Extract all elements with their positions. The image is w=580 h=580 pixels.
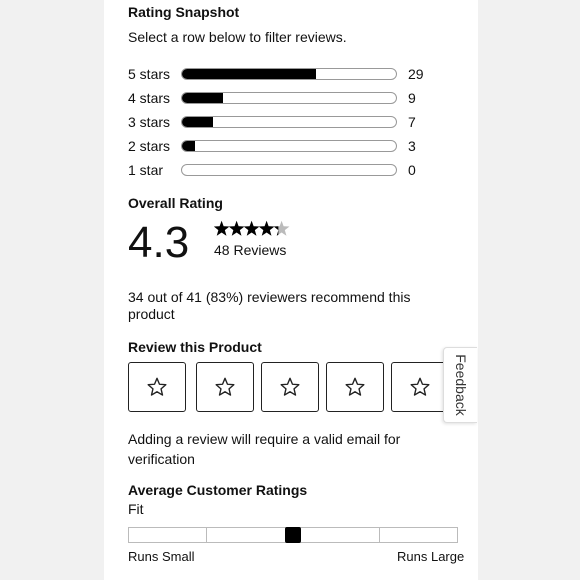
fit-label: Fit	[128, 501, 144, 517]
rating-snapshot-subtitle: Select a row below to filter reviews.	[128, 29, 347, 45]
snapshot-row-count: 9	[408, 90, 416, 106]
fit-segment	[379, 527, 458, 543]
feedback-tab[interactable]	[443, 347, 477, 423]
snapshot-row-count: 7	[408, 114, 416, 130]
snapshot-bar	[181, 140, 397, 152]
snapshot-bar-fill	[182, 69, 316, 79]
star-outline-icon	[279, 376, 301, 398]
rate-4-star-button[interactable]	[326, 362, 384, 412]
snapshot-row-2[interactable]	[128, 136, 428, 156]
reviews-count-link[interactable]: 48 Reviews	[214, 242, 287, 258]
snapshot-row-label: 1 star	[128, 162, 164, 178]
snapshot-bar-fill	[182, 141, 195, 151]
star-outline-icon	[214, 376, 236, 398]
review-note-line1: Adding a review will require a valid email for	[128, 431, 401, 447]
snapshot-row-label: 3 stars	[128, 114, 171, 130]
snapshot-row-count: 0	[408, 162, 416, 178]
snapshot-bar	[181, 116, 397, 128]
star-outline-icon	[409, 376, 431, 398]
review-note-line2: verification	[128, 451, 195, 467]
snapshot-row-label: 4 stars	[128, 90, 171, 106]
review-product-heading: Review this Product	[128, 339, 262, 355]
snapshot-row-label: 2 stars	[128, 138, 171, 154]
snapshot-row-5[interactable]	[128, 64, 428, 84]
snapshot-row-3[interactable]	[128, 112, 428, 132]
snapshot-row-count: 29	[408, 66, 424, 82]
overall-score: 4.3	[128, 218, 190, 267]
fit-segment	[292, 527, 380, 543]
snapshot-row-label: 5 stars	[128, 66, 171, 82]
fit-segment	[128, 527, 207, 543]
rating-star-icon	[214, 221, 229, 236]
rate-5-star-button[interactable]	[391, 362, 449, 412]
average-ratings-heading: Average Customer Ratings	[128, 482, 308, 498]
rating-star-icon	[229, 221, 245, 236]
average-stars	[214, 219, 294, 241]
rate-3-star-button[interactable]	[261, 362, 319, 412]
rating-star-icon	[259, 221, 275, 236]
snapshot-row-count: 3	[408, 138, 416, 154]
fit-segment	[206, 527, 293, 543]
snapshot-row-1[interactable]	[128, 160, 428, 180]
rate-2-star-button[interactable]	[196, 362, 254, 412]
rate-1-star-button[interactable]	[128, 362, 186, 412]
fit-max-label: Runs Large	[397, 549, 465, 564]
overall-rating-heading: Overall Rating	[128, 195, 223, 211]
recommend-text-line1: 34 out of 41 (83%) reviewers recommend this	[128, 289, 411, 305]
fit-marker	[285, 527, 301, 543]
star-outline-icon	[344, 376, 366, 398]
snapshot-bar-fill	[182, 117, 213, 127]
feedback-label: Feedback	[452, 354, 469, 416]
snapshot-bar-fill	[182, 93, 223, 103]
rating-snapshot-heading: Rating Snapshot	[128, 4, 240, 20]
star-outline-icon	[146, 376, 168, 398]
snapshot-bar	[181, 164, 397, 176]
rating-star-icon	[244, 221, 260, 236]
rating-star-icon	[274, 221, 290, 236]
snapshot-row-4[interactable]	[128, 88, 428, 108]
recommend-text-line2: product	[128, 306, 175, 322]
fit-min-label: Runs Small	[128, 549, 195, 564]
snapshot-bar	[181, 68, 397, 80]
snapshot-bar	[181, 92, 397, 104]
